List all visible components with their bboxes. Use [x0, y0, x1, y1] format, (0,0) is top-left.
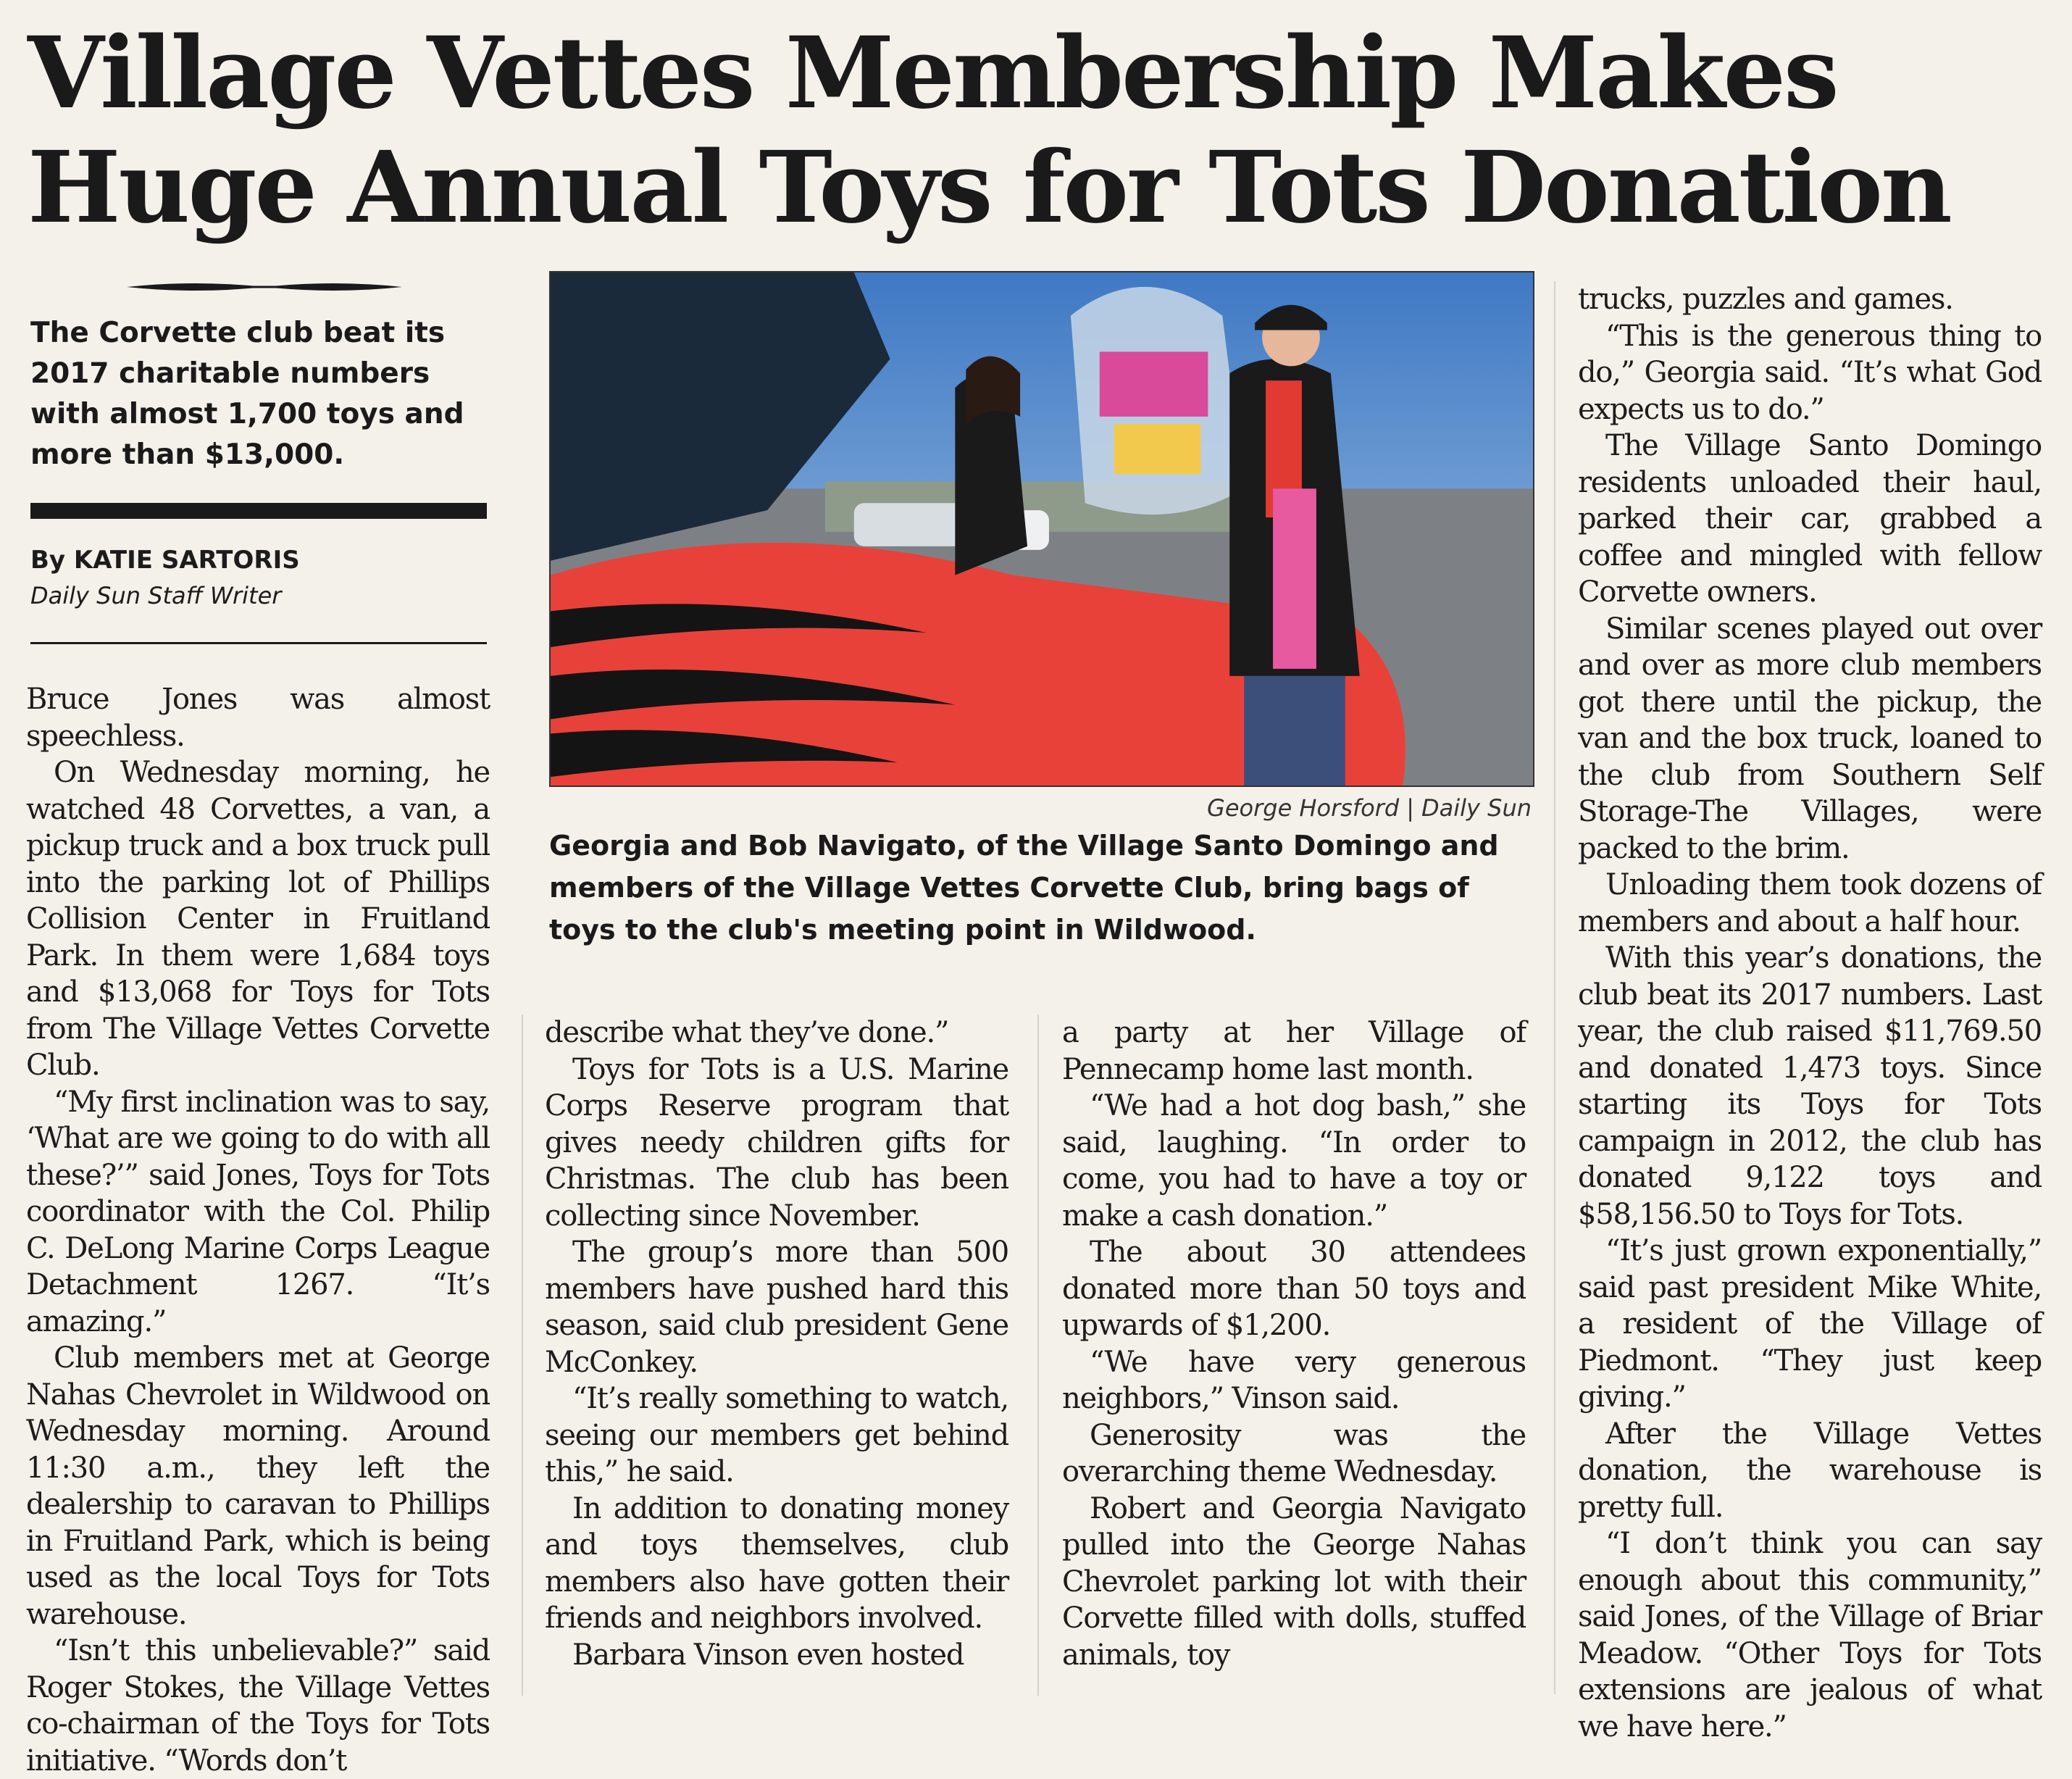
paragraph: “My first inclination was to say, ‘What are we going to do with all these?’” said Jones, Toys for Tots coordinator with the Col. Philip C. DeLong Marine Corps League Detachment 1267. “It’s amazing.”: [26, 1085, 490, 1338]
paragraph: Bruce Jones was almost speechless.: [26, 683, 490, 753]
photo-credit-separator: |: [1406, 794, 1414, 822]
paragraph: “We had a hot dog bash,” she said, laughing. “In order to come, you had to have a toy or make a cash donation.”: [1062, 1089, 1526, 1233]
photo-credit-name: George Horsford: [1207, 794, 1400, 822]
paragraph: Barbara Vinson even hosted: [572, 1638, 964, 1672]
article-column-4: [1578, 281, 2042, 1745]
paragraph: The group’s more than 500 members have pushed hard this season, said club president Gene McConkey.: [545, 1236, 1008, 1379]
article-column-1: [26, 681, 490, 1779]
paragraph: describe what they’ve done.”: [545, 1016, 949, 1049]
photo-illustration: [551, 272, 1533, 786]
paragraph: The Village Santo Domingo residents unloaded their haul, parked their car, grabbed a coffee and mingled with fellow Corvette owners.: [1578, 429, 2042, 609]
paragraph: Toys for Tots is a U.S. Marine Corps Reserve program that gives needy children gifts for Christmas. The club has been collecting since November.: [545, 1052, 1008, 1233]
headline: [28, 16, 2027, 245]
paragraph: “I don’t think you can say enough about this community,” said Jones, of the Village of Briar Meadow. “Other Toys for Tots extensions are jealous of what we have here.”: [1578, 1527, 2042, 1743]
deck-rule: [30, 503, 487, 519]
article-photo: [549, 271, 1534, 787]
paragraph: a party at her Village of Pennecamp home last month.: [1062, 1016, 1526, 1086]
paragraph: In addition to donating money and toys themselves, club members also have gotten their friends and neighbors involved.: [545, 1491, 1008, 1635]
photo-caption: Georgia and Bob Navigato, of the Village Santo Domingo and members of the Village Vettes Corvette Club, bring bags of toys to the club's meeting point in Wildwood.: [549, 830, 1499, 946]
ornament-divider-icon: [127, 278, 402, 296]
article-column-3: [1062, 1015, 1526, 1673]
photo-credit: [1094, 791, 1532, 825]
article-column-2: [545, 1015, 1008, 1673]
paragraph: After the Village Vettes donation, the warehouse is pretty full.: [1578, 1417, 2042, 1524]
paragraph: “We have very generous neighbors,” Vinson said.: [1062, 1345, 1526, 1415]
byline-role: Daily Sun Staff Writer: [30, 582, 282, 609]
column-gutter: [522, 1015, 523, 1696]
paragraph: trucks, puzzles and games.: [1578, 283, 1953, 316]
paragraph: With this year’s donations, the club beat its 2017 numbers. Last year, the club raised $11,769.50 and donated 1,473 toys. Since starting its Toys for Tots campaign in 2012, the club has donated 9,122 toys and $58,156.50 to Toys for Tots.: [1578, 941, 2042, 1231]
byline-rule: [30, 642, 487, 644]
paragraph: The about 30 attendees donated more than 50 toys and upwards of $1,200.: [1062, 1236, 1526, 1342]
article-deck: The Corvette club beat its 2017 charitable numbers with almost 1,700 toys and more than $13,000.: [30, 317, 464, 471]
byline-author: By KATIE SARTORIS: [30, 546, 300, 575]
photo-credit-outlet: Daily Sun: [1421, 794, 1532, 822]
paragraph: Robert and Georgia Navigato pulled into the George Nahas Chevrolet parking lot with their Corvette filled with dolls, stuffed animals, toy: [1062, 1491, 1526, 1672]
paragraph: “It’s really something to watch, seeing our members get behind this,” he said.: [545, 1382, 1008, 1488]
paragraph: “Isn’t this unbelievable?” said Roger Stokes, the Village Vettes co-chairman of the Toys for Tots initiative. “Words don’t: [26, 1634, 490, 1778]
paragraph: Generosity was the overarching theme Wednesday.: [1062, 1418, 1526, 1488]
headline-line-1: Village Vettes Membership Makes: [28, 15, 1837, 131]
paragraph: On Wednesday morning, he watched 48 Corvettes, a van, a pickup truck and a box truck pull into the parking lot of Phillips Collision Center in Fruitland Park. In them were 1,684 toys and $13,068 for Toys for Tots from The Village Vettes Corvette Club.: [26, 756, 490, 1082]
paragraph: “It’s just grown exponentially,” said past president Mike White, a resident of the Village of Piedmont. “They just keep giving.”: [1578, 1234, 2042, 1414]
headline-line-2: Huge Annual Toys for Tots Donation: [28, 130, 1950, 246]
column-gutter: [1037, 1015, 1039, 1696]
byline: [30, 542, 487, 613]
paragraph: Unloading them took dozens of members and about a half hour.: [1578, 868, 2042, 938]
paragraph: “This is the generous thing to do,” Georgia said. “It’s what God expects us to do.”: [1578, 319, 2042, 426]
column-gutter: [1554, 281, 1555, 1694]
paragraph: Similar scenes played out over and over as more club members got there until the pickup, the van and the box truck, loaned to the club from Southern Self Storage-The Villages, were packed to the brim.: [1578, 612, 2042, 865]
paragraph: Club members met at George Nahas Chevrolet in Wildwood on Wednesday morning. Around 11:30 a.m., they left the dealership to caravan to Phillips in Fruitland Park, which is being used as the local Toys for Tots warehouse.: [26, 1341, 490, 1631]
